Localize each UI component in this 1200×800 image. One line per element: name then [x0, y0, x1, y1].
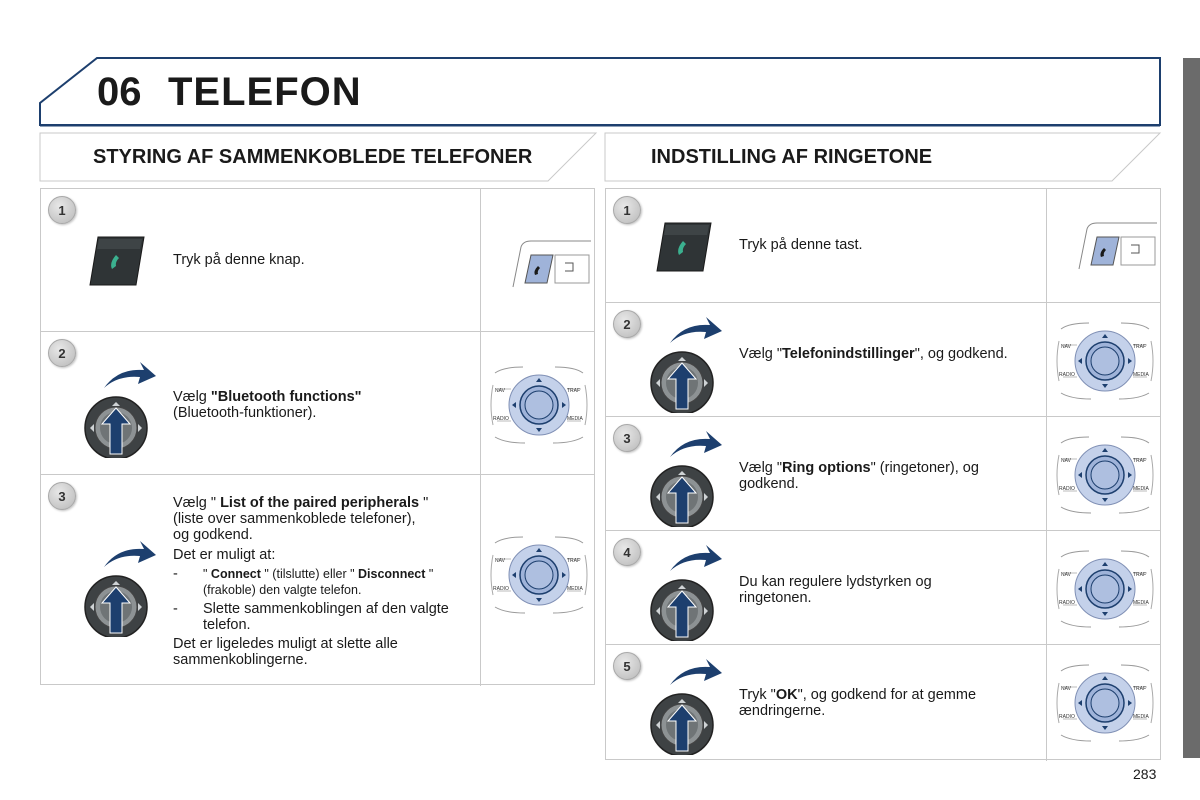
step-text-post: (Bluetooth-funktioner).: [173, 405, 317, 421]
traf-label: TRAF: [1133, 686, 1147, 692]
step-text: [173, 495, 473, 668]
page-number: 283: [1133, 766, 1157, 782]
text-fragment: ": [203, 567, 211, 581]
left-heading-text: STYRING AF SAMMENKOBLEDE TELEFONER: [93, 146, 533, 168]
step-number-badge: 5: [613, 652, 641, 680]
right-section-heading: [605, 133, 1160, 181]
list-item: [173, 566, 473, 598]
radio-label: RADIO: [1059, 372, 1075, 378]
media-label: MEDIA: [1133, 372, 1149, 378]
traf-label: TRAF: [1133, 344, 1147, 350]
right-heading-text: INDSTILLING AF RINGETONE: [651, 146, 933, 168]
text-bold: Ring options: [782, 460, 871, 476]
text-fragment: " (ringetoner), og godkend.: [739, 460, 979, 492]
text-line: Det er muligt at:: [173, 547, 276, 563]
step-number-badge: 3: [48, 482, 76, 510]
text-line: (liste over sammenkoblede telefoner),: [173, 511, 416, 527]
step-text-pre: Vælg: [173, 389, 211, 405]
radio-label: RADIO: [1059, 714, 1075, 720]
text-fragment: ": [425, 567, 434, 581]
text-bold: List of the paired peripherals: [220, 495, 420, 511]
nav-label: NAV: [1061, 572, 1071, 578]
step-illustration-cell: [1046, 531, 1160, 645]
media-label: MEDIA: [1133, 486, 1149, 492]
nav-label: NAV: [1061, 344, 1071, 350]
step-text: Tryk på denne tast.: [739, 237, 863, 253]
text-fragment: Vælg ": [173, 495, 221, 511]
left-steps-table: [40, 188, 595, 685]
step-number-badge: 1: [48, 196, 76, 224]
text-fragment: Vælg ": [739, 346, 783, 362]
step-row: [606, 303, 1160, 417]
text-bold: Telefonindstillinger: [782, 346, 915, 362]
step-text: [739, 346, 1029, 362]
traf-label: TRAF: [1133, 458, 1147, 464]
step-row: [41, 475, 594, 686]
step-illustration-cell: [480, 332, 594, 475]
step-row: [41, 332, 594, 475]
text-fragment: ": [419, 495, 429, 511]
nav-label: NAV: [1061, 686, 1071, 692]
option-list: [173, 566, 473, 633]
step-row: [606, 531, 1160, 645]
text-fragment: " (tilslutte) eller ": [260, 567, 359, 581]
media-label: MEDIA: [567, 416, 583, 422]
navigation-dial-illustration: [1055, 435, 1155, 520]
chapter-number: 06: [97, 70, 142, 114]
media-label: MEDIA: [1133, 714, 1149, 720]
radio-label: RADIO: [493, 416, 509, 422]
media-label: MEDIA: [1133, 600, 1149, 606]
text-fragment: Tryk ": [739, 687, 776, 703]
step-illustration-cell: [1046, 417, 1160, 531]
step-illustration-cell: [1046, 303, 1160, 417]
steering-panel-illustration: [1077, 221, 1157, 271]
rotary-knob-press-icon: [84, 358, 164, 463]
rotary-knob-press-icon: [84, 537, 164, 642]
step-illustration-cell: [480, 189, 594, 332]
step-text: [739, 687, 1029, 719]
text-line: og godkend.: [173, 527, 253, 543]
nav-label: NAV: [495, 388, 505, 394]
text-fragment: (frakoble) den valgte telefon.: [203, 583, 362, 597]
navigation-dial-illustration: [489, 535, 589, 620]
phone-button-icon: [655, 221, 713, 273]
traf-label: TRAF: [567, 558, 581, 564]
text-bold: OK: [775, 687, 798, 703]
traf-label: TRAF: [1133, 572, 1147, 578]
rotary-knob-press-icon: [650, 313, 730, 418]
radio-label: RADIO: [493, 586, 509, 592]
radio-label: RADIO: [1059, 486, 1075, 492]
step-number-badge: 4: [613, 538, 641, 566]
rotary-knob-press-icon: [650, 655, 730, 760]
rotary-knob-press-icon: [650, 541, 730, 646]
step-text: [173, 389, 362, 421]
steering-panel-illustration: [511, 239, 591, 289]
media-label: MEDIA: [567, 586, 583, 592]
navigation-dial-illustration: [1055, 663, 1155, 748]
step-row: [606, 645, 1160, 761]
step-text-bold: "Bluetooth functions": [210, 389, 362, 405]
step-number-badge: 2: [613, 310, 641, 338]
nav-label: NAV: [495, 558, 505, 564]
step-text: [739, 460, 1029, 492]
step-number-badge: 1: [613, 196, 641, 224]
left-section-heading: [40, 133, 596, 181]
text-bold: Disconnect: [358, 567, 426, 581]
step-row: [606, 189, 1160, 303]
text-bold: Connect: [210, 567, 261, 581]
rotary-knob-press-icon: [650, 427, 730, 532]
step-illustration-cell: [480, 475, 594, 686]
list-item: - Slette sammenkoblingen af den valgte telefon.: [173, 601, 473, 633]
right-steps-table: [605, 188, 1161, 760]
radio-label: RADIO: [1059, 600, 1075, 606]
traf-label: TRAF: [567, 388, 581, 394]
text-fragment: Vælg ": [739, 460, 783, 476]
text-line: Det er ligeledes muligt at slette alle sammenkoblingerne.: [173, 636, 398, 668]
step-illustration-cell: [1046, 645, 1160, 761]
step-number-badge: 3: [613, 424, 641, 452]
chapter-title: TELEFON: [168, 70, 362, 114]
step-illustration-cell: [1046, 189, 1160, 303]
step-number-badge: 2: [48, 339, 76, 367]
phone-button-icon: [88, 235, 146, 287]
text-fragment: ", og godkend for at gemme ændringerne.: [739, 687, 977, 719]
nav-label: NAV: [1061, 458, 1071, 464]
navigation-dial-illustration: [1055, 321, 1155, 406]
step-row: [41, 189, 594, 332]
step-text: Du kan regulere lydstyrken og ringetonen.: [739, 574, 932, 606]
navigation-dial-illustration: [489, 365, 589, 450]
text-fragment: ", og godkend.: [914, 346, 1008, 362]
step-row: [606, 417, 1160, 531]
step-text: Tryk på denne knap.: [173, 252, 305, 268]
navigation-dial-illustration: [1055, 549, 1155, 634]
